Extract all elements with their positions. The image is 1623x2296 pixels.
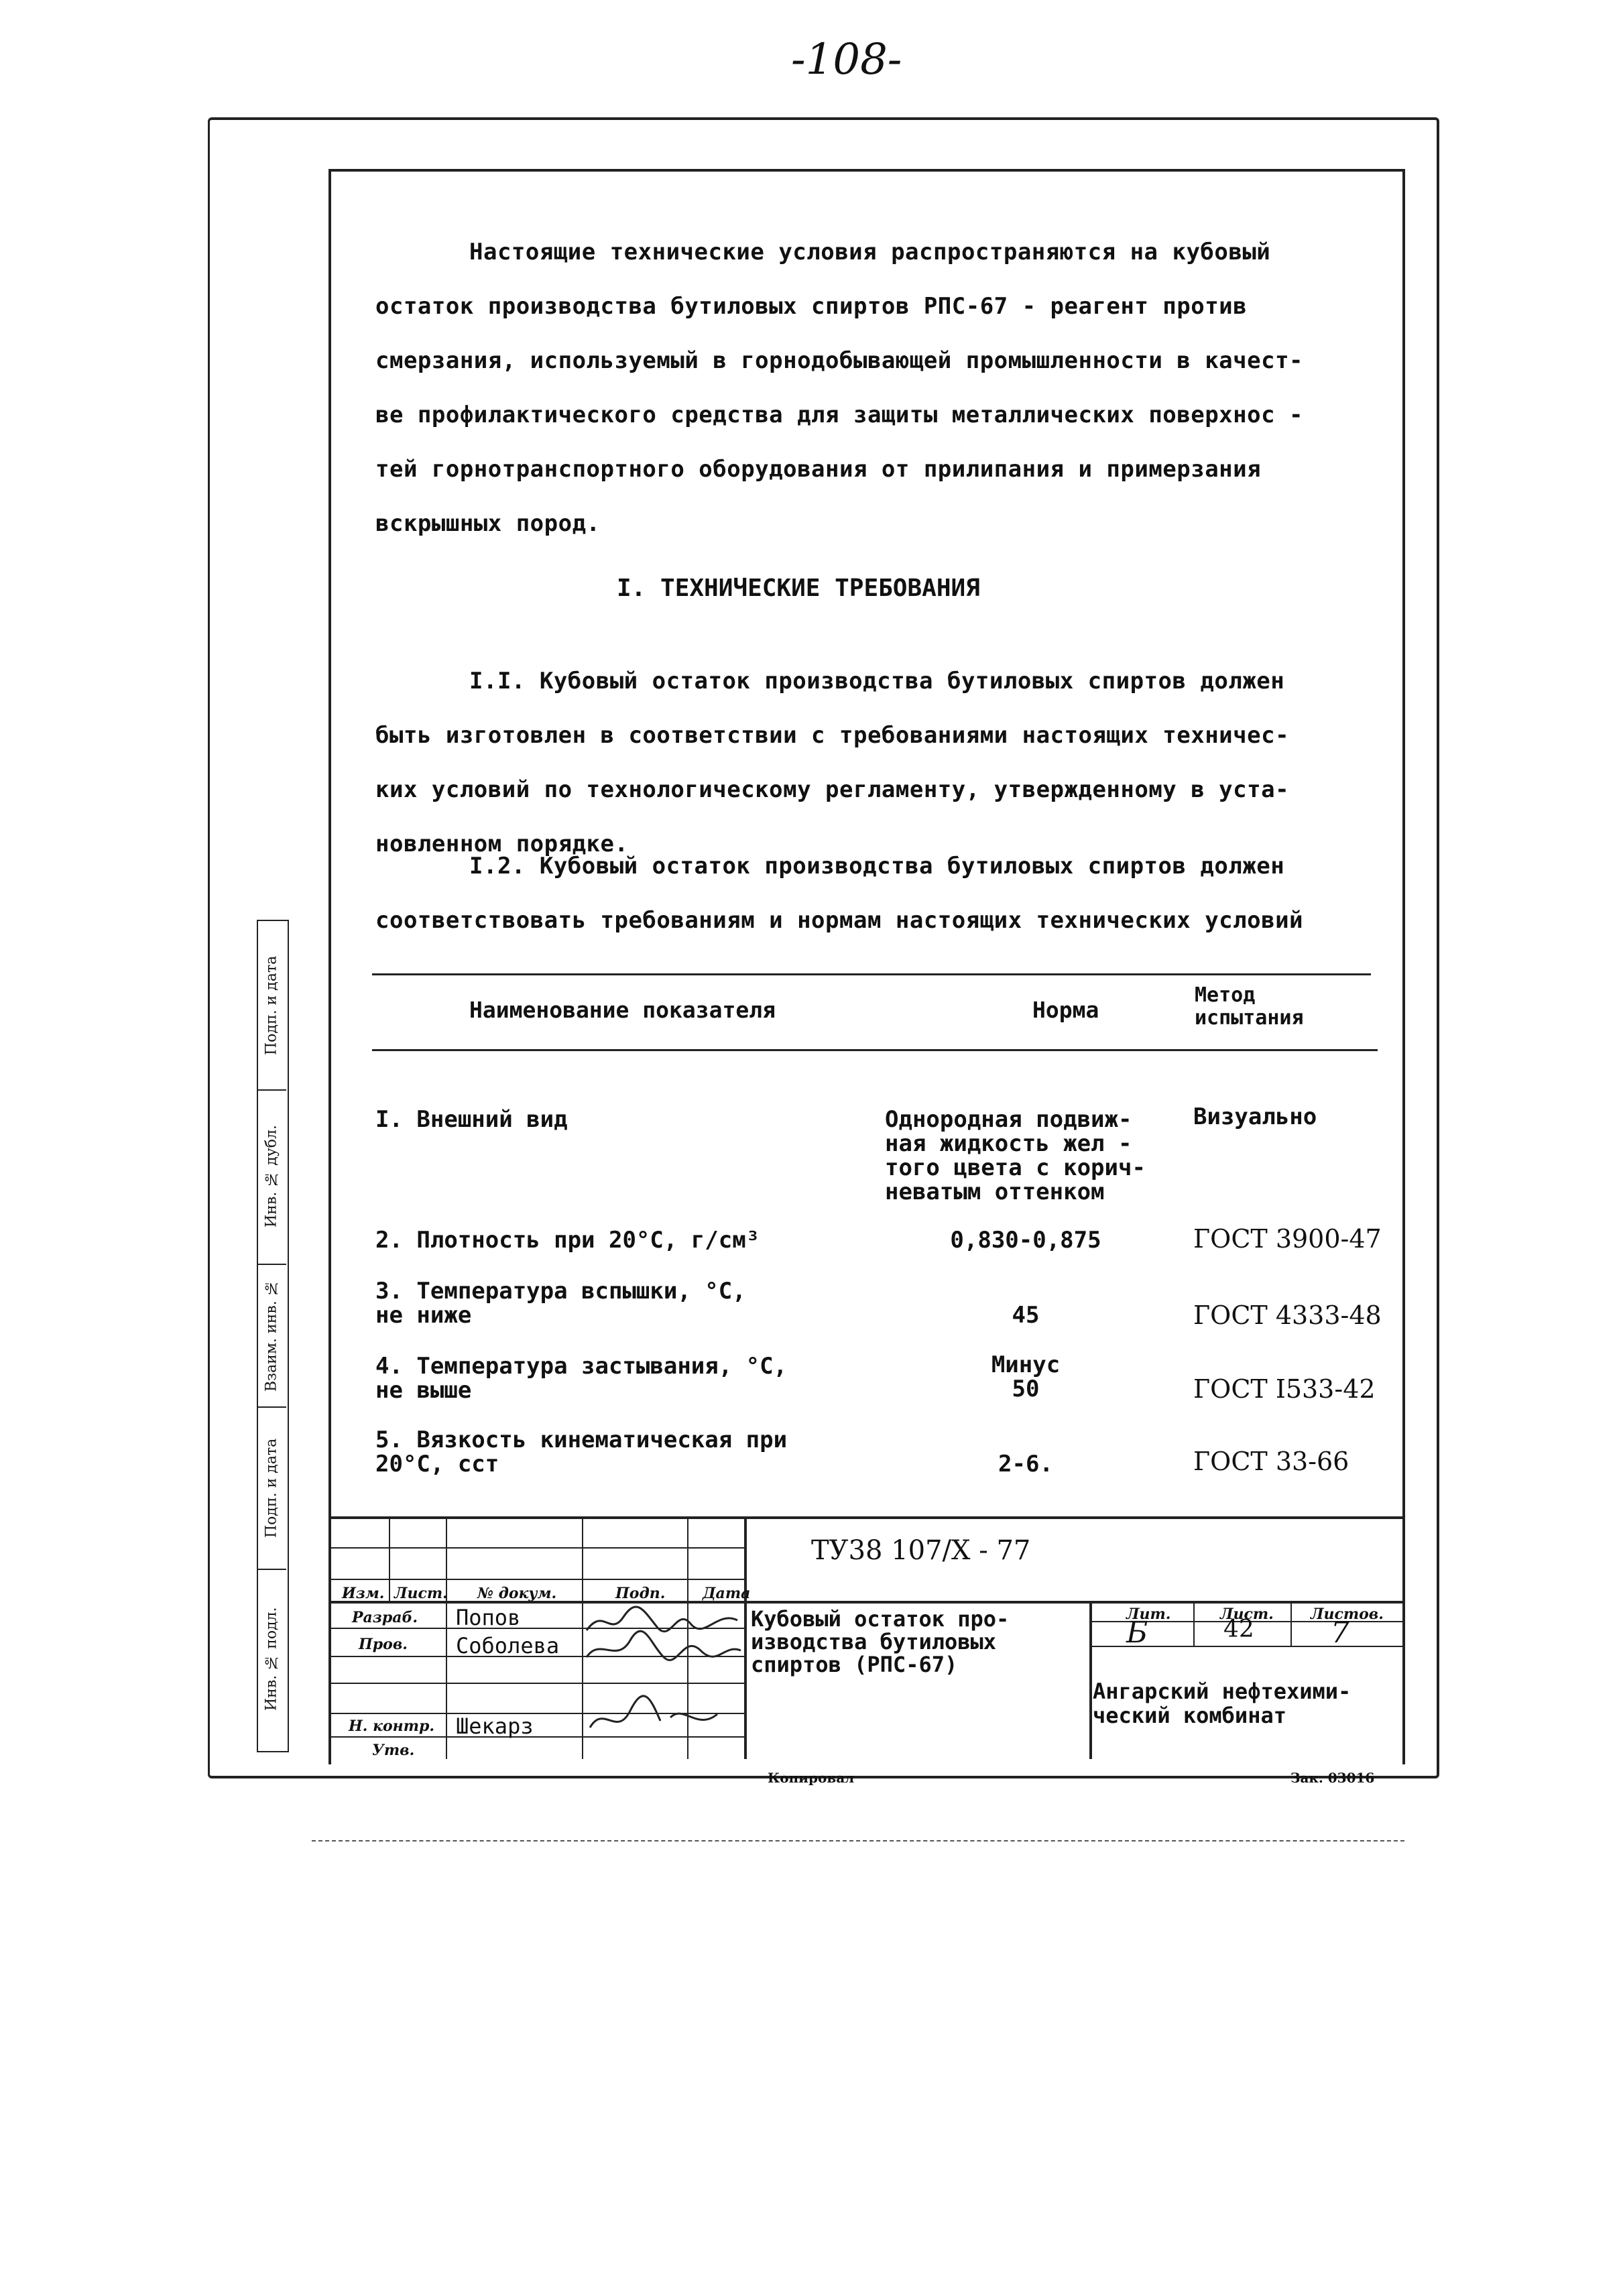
row-method: ГОСТ 3900-47 xyxy=(1193,1224,1382,1254)
row-name: 5. Вязкость кинематическая при 20°С, сст xyxy=(375,1427,788,1477)
row-method: ГОСТ I533-42 xyxy=(1193,1374,1376,1404)
role-label: Н. контр. xyxy=(349,1717,435,1735)
strip-label: Инв. № дубл. xyxy=(263,1125,280,1228)
strip-divider xyxy=(257,1406,286,1408)
intro-line: вскрышных пород. xyxy=(375,510,601,537)
intro-paragraph xyxy=(375,225,1354,551)
sheet-label: Лист. xyxy=(1220,1606,1274,1623)
lit-label: Лит. xyxy=(1126,1606,1171,1623)
intro-line: остаток производства бутиловых спиртов РПС-67 - реагент против xyxy=(375,293,1248,320)
para-line: I.2. Кубовый остаток производства бутиловых спиртов должен xyxy=(469,853,1285,880)
col-header: Дата xyxy=(703,1585,751,1602)
person-name: Шекарз xyxy=(456,1713,534,1739)
para-line: ких условий по технологическому регламенту, утвержденному в уста- xyxy=(375,776,1290,803)
para-line: новленном порядке. xyxy=(375,831,629,857)
para-line: соответствовать требованиям и нормам настоящих технических условий xyxy=(375,907,1304,934)
lit-value: Б xyxy=(1126,1616,1148,1650)
strip-label: Инв. № подл. xyxy=(263,1607,280,1711)
row-name: 2. Плотность при 20°С, г/см³ xyxy=(375,1227,760,1254)
row-norm: 2-6. xyxy=(998,1451,1053,1477)
sheets-label: Листов. xyxy=(1311,1606,1384,1623)
strip-divider xyxy=(257,1264,286,1265)
role-label: Пров. xyxy=(359,1636,408,1653)
page-number: -108- xyxy=(791,35,902,84)
document-code: ТУ38 107/Х - 77 xyxy=(811,1535,1031,1566)
signature-scribbles xyxy=(583,1604,744,1738)
paragraph-1-2 xyxy=(375,839,1354,948)
para-line: I.I. Кубовый остаток производства бутиловых спиртов должен xyxy=(469,668,1285,694)
sheets-value: 7 xyxy=(1331,1616,1349,1650)
order-number: Зак. 03016 xyxy=(1290,1770,1375,1786)
intro-line: смерзания, используемый в горнодобывающей промышленности в качест- xyxy=(375,347,1304,374)
person-name: Попов xyxy=(456,1605,521,1630)
strip-label: Взаим. инв. № xyxy=(263,1279,280,1392)
row-method: ГОСТ 33-66 xyxy=(1193,1447,1349,1476)
strip-label: Подп. и дата xyxy=(263,1438,280,1538)
intro-line: ве профилактического средства для защиты металлических поверхнос - xyxy=(375,402,1304,428)
document-title: Кубовый остаток про- изводства бутиловых спиртов (РПС-67) xyxy=(751,1606,1010,1677)
col-header: Лист. xyxy=(394,1585,448,1602)
table-header-name: Наименование показателя xyxy=(469,997,776,1023)
table-header-method: Метод испытания xyxy=(1195,983,1304,1030)
row-name: 3. Температура вспышки, °С, не ниже xyxy=(375,1278,746,1329)
table-header-norm: Норма xyxy=(1032,997,1099,1023)
role-label: Утв. xyxy=(372,1742,415,1759)
col-header: Подп. xyxy=(615,1585,666,1602)
table-header-rule xyxy=(372,1049,1378,1051)
role-label: Разраб. xyxy=(352,1609,418,1626)
strip-label: Подп. и дата xyxy=(263,955,280,1056)
intro-line: тей горнотранспортного оборудования от прилипания и примерзания xyxy=(375,456,1262,483)
row-norm: Однородная подвиж- ная жидкость жел - того цвета с корич- неватым оттенком xyxy=(885,1106,1146,1205)
para-line: быть изготовлен в соответствии с требованиями настоящих техничес- xyxy=(375,722,1290,749)
table-top-rule xyxy=(372,973,1371,975)
row-name: I. Внешний вид xyxy=(375,1106,568,1133)
strip-divider xyxy=(257,1569,286,1570)
row-method: ГОСТ 4333-48 xyxy=(1193,1301,1382,1330)
section-heading: I. ТЕХНИЧЕСКИЕ ТРЕБОВАНИЯ xyxy=(617,575,980,602)
row-method: Визуально xyxy=(1193,1103,1317,1130)
strip-divider xyxy=(257,1089,286,1091)
plant-name: Ангарский нефтехими- ческий комбинат xyxy=(1093,1679,1351,1728)
row-norm: 45 xyxy=(1012,1302,1040,1329)
row-name: 4. Температура застывания, °С, не выше xyxy=(375,1353,788,1404)
copied-label: Копировал xyxy=(768,1770,855,1786)
bottom-dashed-line xyxy=(312,1840,1404,1841)
col-header: № докум. xyxy=(477,1585,557,1602)
sheet-value: 42 xyxy=(1223,1616,1254,1643)
row-norm: Минус 50 xyxy=(991,1351,1061,1402)
person-name: Соболева xyxy=(456,1633,560,1658)
row-norm: 0,830-0,875 xyxy=(950,1227,1101,1254)
col-header: Изм. xyxy=(342,1585,385,1602)
intro-line: Настоящие технические условия распространяются на кубовый xyxy=(469,239,1271,265)
